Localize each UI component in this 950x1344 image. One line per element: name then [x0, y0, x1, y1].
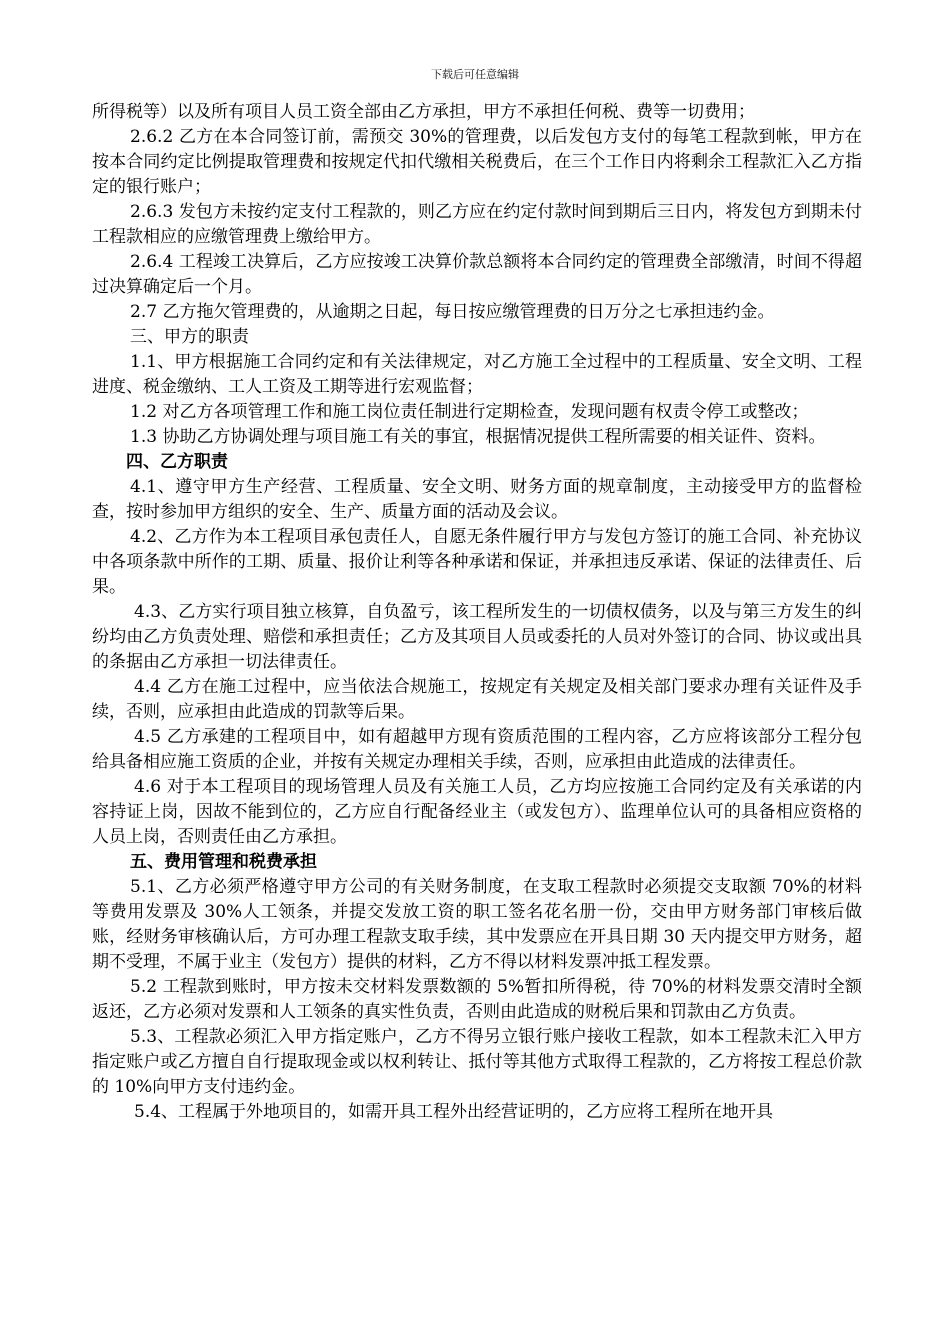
- paragraph: 5.4、工程属于外地项目的，如需开具工程外出经营证明的，乙方应将工程所在地开具: [134, 1102, 774, 1122]
- page-header: 下载后可任意编辑: [431, 68, 519, 81]
- paragraph: 4.5 乙方承建的工程项目中，如有超越甲方现有资质范围的工程内容，乙方应将该部分工程分包给具备相应施工资质的企业，并按有关规定办理相关手续，否则，应承担由此造成的法律责任。: [92, 727, 862, 772]
- paragraph: 2.6.3 发包方未按约定支付工程款的，则乙方应在约定付款时间到期后三日内，将发包方到期未付工程款相应的应缴管理费上缴给甲方。: [92, 202, 862, 247]
- paragraph: 5.3、工程款必须汇入甲方指定账户，乙方不得另立银行账户接收工程款，如本工程款未汇入甲方指定账户或乙方擅自自行提取现金或以权利转让、抵付等其他方式取得工程款的，乙方将按工程总价款的 10%向甲方支付违约金。: [92, 1027, 862, 1097]
- paragraph: 2.6.2 乙方在本合同签订前，需预交 30%的管理费，以后发包方支付的每笔工程款到帐，甲方在按本合同约定比例提取管理费和按规定代扣代缴相关税费后，在三个工作日内将剩余工程款汇入乙方指定的银行账户；: [92, 127, 862, 197]
- paragraph: 三、甲方的职责: [130, 327, 249, 347]
- paragraph: 2.6.4 工程竣工决算后，乙方应按竣工决算价款总额将本合同约定的管理费全部缴清，时间不得超过决算确定后一个月。: [92, 252, 862, 297]
- paragraph: 4.2、乙方作为本工程项目承包责任人，自愿无条件履行甲方与发包方签订的施工合同、补充协议中各项条款中所作的工期、质量、报价让利等各种承诺和保证，并承担违反承诺、保证的法律责任、后果。: [92, 527, 862, 597]
- paragraph: 所得税等）以及所有项目人员工资全部由乙方承担，甲方不承担任何税、费等一切费用；: [92, 102, 755, 122]
- document-body: [92, 100, 862, 1125]
- paragraph: 5.2 工程款到账时，甲方按未交材料发票数额的 5%暂扣所得税，待 70%的材料发票交清时全额返还，乙方必须对发票和人工领条的真实性负责，否则由此造成的财税后果和罚款由乙方负责。: [92, 977, 862, 1022]
- paragraph: 1.2 对乙方各项管理工作和施工岗位责任制进行定期检查，发现问题有权责令停工或整改；: [130, 402, 809, 422]
- paragraph: 2.7 乙方拖欠管理费的，从逾期之日起，每日按应缴管理费的日万分之七承担违约金。: [130, 302, 775, 322]
- paragraph: 5.1、乙方必须严格遵守甲方公司的有关财务制度，在支取工程款时必须提交支取额 70%的材料等费用发票及 30%人工领条，并提交发放工资的职工签名花名册一份，交由甲方财务部门审核后做账，经财务审核确认后，方可办理工程款支取手续，其中发票应在开具日期 30 天内提交甲方财务，超期不受理，不属于业主（发包方）提供的材料，乙方不得以材料发票冲抵工程发票。: [92, 877, 862, 972]
- paragraph: 1.3 协助乙方协调处理与项目施工有关的事宜，根据情况提供工程所需要的相关证件、资料。: [130, 427, 826, 447]
- paragraph: 4.1、遵守甲方生产经营、工程质量、安全文明、财务方面的规章制度，主动接受甲方的监督检查，按时参加甲方组织的安全、生产、质量方面的活动及会议。: [92, 477, 862, 522]
- paragraph: 4.4 乙方在施工过程中，应当依法合规施工，按规定有关规定及相关部门要求办理有关证件及手续，否则，应承担由此造成的罚款等后果。: [92, 677, 862, 722]
- section-heading: 五、费用管理和税费承担: [130, 852, 317, 872]
- paragraph: 4.3、乙方实行项目独立核算，自负盈亏，该工程所发生的一切债权债务，以及与第三方发生的纠纷均由乙方负责处理、赔偿和承担责任；乙方及其项目人员或委托的人员对外签订的合同、协议或出具的条据由乙方承担一切法律责任。: [92, 602, 862, 672]
- paragraph: 1.1、甲方根据施工合同约定和有关法律规定，对乙方施工全过程中的工程质量、安全文明、工程进度、税金缴纳、工人工资及工期等进行宏观监督；: [92, 352, 862, 397]
- paragraph: 4.6 对于本工程项目的现场管理人员及有关施工人员，乙方均应按施工合同约定及有关承诺的内容持证上岗，因故不能到位的，乙方应自行配备经业主（或发包方）、监理单位认可的具备相应资格的人员上岗，否则责任由乙方承担。: [92, 777, 862, 847]
- section-heading: 四、乙方职责: [126, 452, 228, 472]
